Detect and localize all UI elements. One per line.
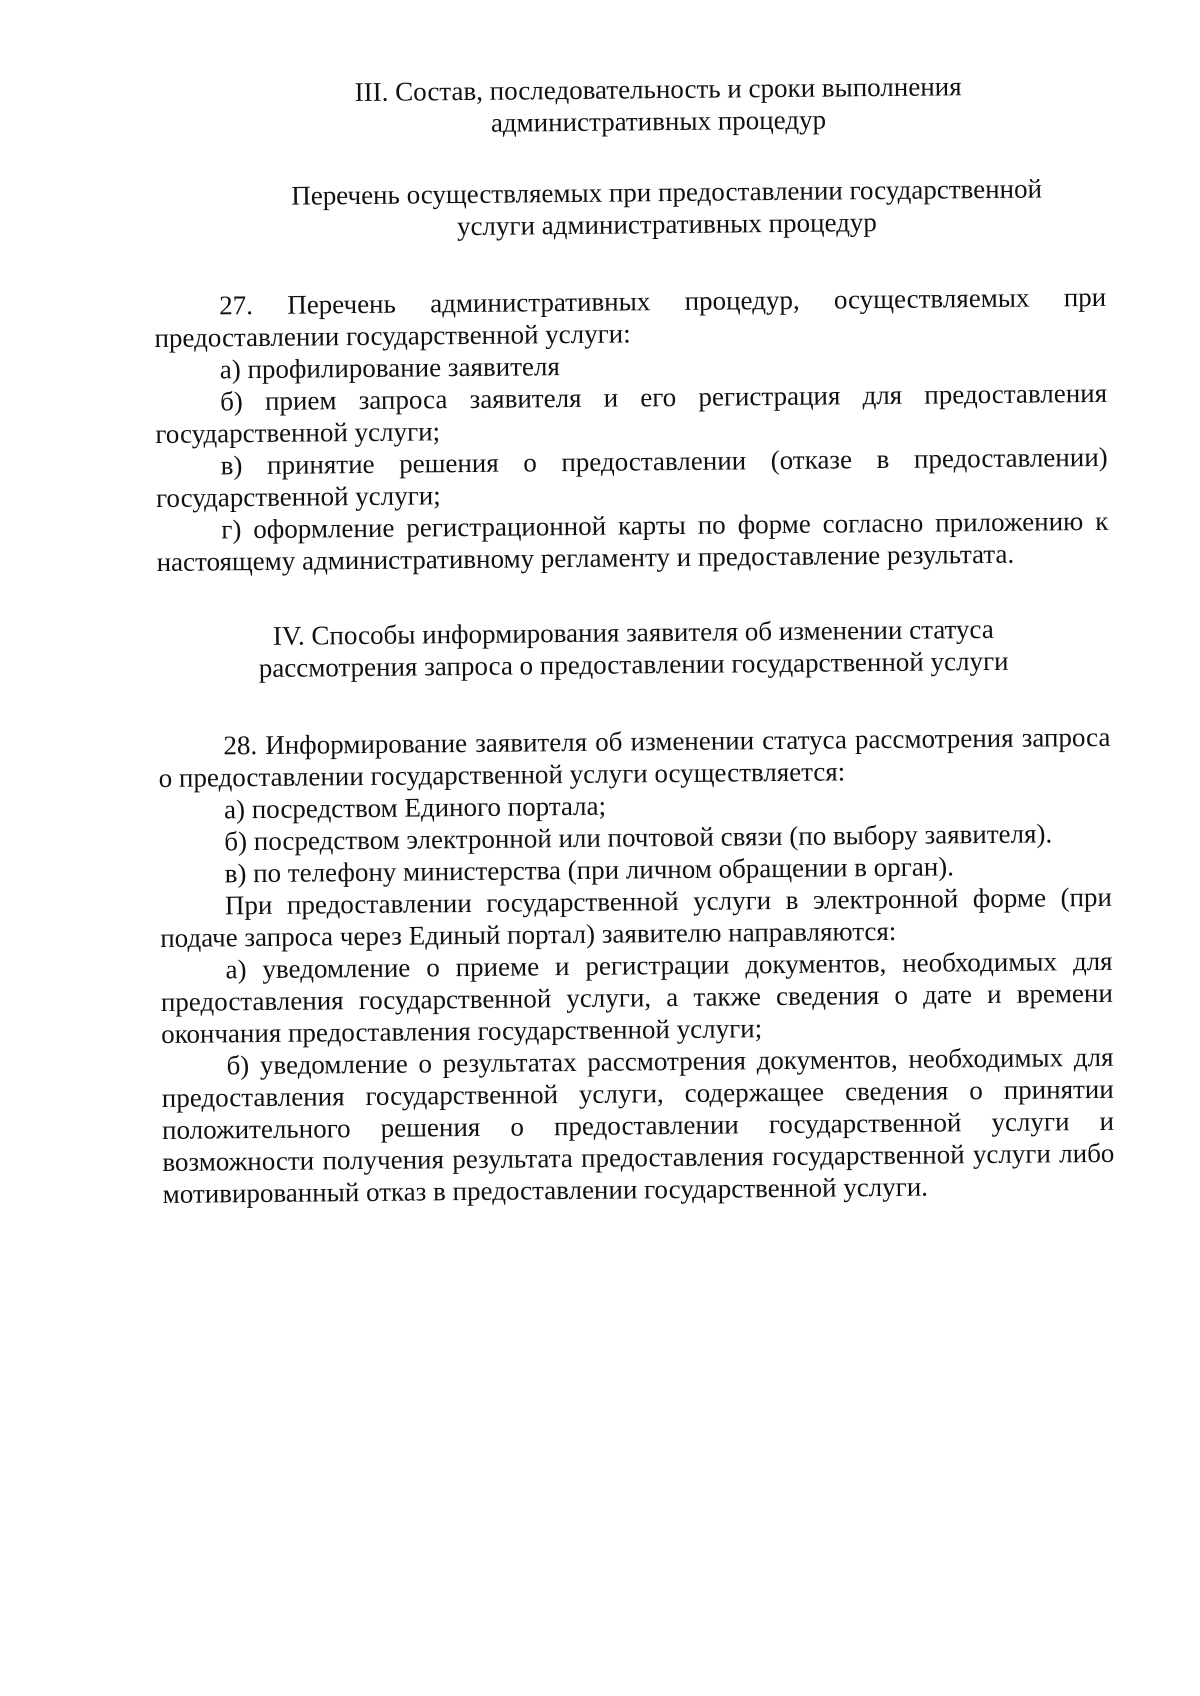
clause-28-item-a: а) посредством Единого портала;	[223, 790, 607, 825]
clause-27-intro: 27. Перечень административных процедур, осуществляемых при предоставлении государственной услуги:	[154, 281, 1107, 353]
section-4-title-line-2: рассмотрения запроса о предоставлении государственной услуги	[258, 645, 1009, 684]
clause-28-notice-b: б) уведомление о результатах рассмотрения документов, необходимых для предоставления государственной услуги, содержащее сведения о принятии положительного решения о предоставлении государственной услуги и возможности получения результата предоставления государственной услуги либо мотивированный отказ в предоставлении государственной услуги.	[161, 1041, 1115, 1209]
clause-28-item-b: б) посредством электронной или почтовой связи (по выбору заявителя).	[224, 818, 1053, 857]
clause-27-item-a: а) профилирование заявителя	[219, 351, 560, 385]
clause-28-electronic-intro: При предоставлении государственной услуги в электронной форме (при подаче запроса через Единый портал) заявителю направляются:	[160, 881, 1113, 953]
section-3-title	[207, 69, 1110, 142]
section-4-title-line-1: IV. Способы информирования заявителя об изменении статуса	[272, 613, 994, 651]
procedures-list-subtitle-line-1: Перечень осуществляемых при предоставлении государственной	[291, 173, 1043, 211]
procedures-list-subtitle	[208, 172, 1126, 245]
section-3-title-line-2: административных процедур	[490, 104, 827, 138]
document-body	[152, 69, 1115, 1210]
clause-28-notice-a: а) уведомление о приеме и регистрации документов, необходимых для предоставления государственной услуги, а также сведения о дате и времени окончания предоставления государственной услуги;	[160, 945, 1113, 1049]
clause-28-intro: 28. Информирование заявителя об изменении статуса рассмотрения запроса о предоставлении государственной услуги осуществляется:	[158, 721, 1111, 793]
clause-28-item-v: в) по телефону министерства (при личном обращении в орган).	[224, 851, 955, 889]
clause-27-item-b: б) прием запроса заявителя и его регистрация для предоставления государственной услуги;	[155, 377, 1108, 449]
procedures-list-subtitle-line-2: услуги административных процедур	[456, 207, 877, 242]
clause-27-item-v: в) принятие решения о предоставлении (отказе в предоставлении) государственной услуги;	[155, 441, 1108, 513]
section-3-title-line-1: III. Состав, последовательность и сроки выполнения	[354, 71, 962, 108]
clause-27-item-g: г) оформление регистрационной карты по форме согласно приложению к настоящему административному регламенту и предоставление результата.	[156, 505, 1109, 577]
section-4-title	[167, 612, 1100, 685]
